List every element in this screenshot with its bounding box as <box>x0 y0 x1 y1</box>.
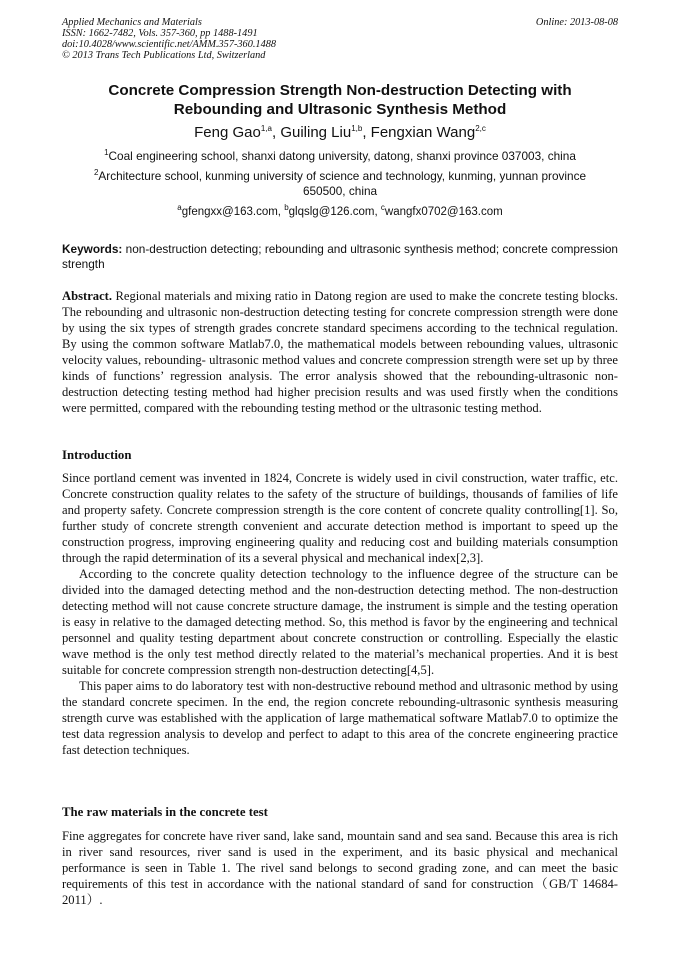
abstract <box>62 288 618 416</box>
author-name: Fengxian Wang <box>370 124 476 141</box>
author-separator: , <box>271 124 281 141</box>
title-line-1: Concrete Compression Strength Non-destruction Detecting with <box>108 82 572 99</box>
affiliation-mark: 2 <box>93 168 99 178</box>
affiliation-text: Coal engineering school, shanxi datong university, datong, shanxi province 037003, china <box>108 149 576 163</box>
affiliation-text: Architecture school, kunming university of science and technology, kunming, yunnan province 650500, china <box>98 169 587 198</box>
keywords <box>62 242 618 272</box>
journal-name: Applied Mechanics and Materials <box>62 17 202 28</box>
author-affiliation-mark: 1,b <box>351 124 363 133</box>
paragraph: Since portland cement was invented in 1824, Concrete is widely used in civil construction, water traffic, etc. Concrete construction quality relates to the safety of the structure of buildings, thousands of families of life and property safety. Concrete compression strength is the core content of concrete quality controlling[1]. So, further study of concrete strength convenient and accurate detection method is important to speed up the construction progress, improving engineering quality and reducing cost and building materials consumption through the rapid determination of its a several physical and mechanical index[2,3]. <box>62 471 618 565</box>
journal-header <box>62 17 618 61</box>
affiliation-2 <box>72 169 608 199</box>
affiliation-mark: 1 <box>104 148 109 158</box>
introduction-body <box>62 470 618 758</box>
doi-line: doi:10.4028/www.scientific.net/AMM.357-360.1488 <box>62 39 277 50</box>
author-separator: , <box>362 124 371 141</box>
issn-line: ISSN: 1662-7482, Vols. 357-360, pp 1488-1491 <box>62 28 258 39</box>
online-date: Online: 2013-08-08 <box>535 17 618 28</box>
introduction-heading: Introduction <box>62 448 132 462</box>
email-address: wangfx0702@163.com <box>384 206 503 218</box>
email-mark: a <box>177 203 182 213</box>
raw-materials-heading: The raw materials in the concrete test <box>62 805 268 819</box>
author-affiliation-mark: 2,c <box>475 124 486 133</box>
author-affiliation-mark: 1,a <box>260 124 272 133</box>
email-list <box>62 205 618 220</box>
title-line-2: Rebounding and Ultrasonic Synthesis Method <box>173 101 507 118</box>
author-name: Guiling Liu <box>280 124 352 141</box>
paper-title <box>62 81 618 119</box>
email-mark: c <box>380 203 385 213</box>
author-list <box>62 124 618 142</box>
keywords-text: non-destruction detecting; rebounding and ultrasonic synthesis method; concrete compression strength <box>62 242 618 271</box>
paragraph: Fine aggregates for concrete have river sand, lake sand, mountain sand and sea sand. Because this area is rich in river sand resources, river sand is used in the experiment, and its basic physical and mechanical performance is seen in Table 1. The rivel sand belongs to second grading zone, and can meet the basic requirements of this test in accordance with the national standard of sand for construction（GB/T 14684-2011）. <box>62 829 618 907</box>
affiliation-1 <box>62 149 618 164</box>
abstract-text: Regional materials and mixing ratio in Datong region are used to make the concrete testing blocks. The rebounding and ultrasonic non-destruction detecting testing for concrete compression strength were done by using the six types of strength grades concrete standard specimens according to the technical regulation. By using the common software Matlab7.0, the mathematical models between rebounding values, ultrasonic velocity values, rebounding- ultrasonic method values and concrete compression strength were set up by three kinds of functions’ regression analysis. The error analysis showed that the rebounding-ultrasonic non-destruction detecting testing method had higher precision results and was used firstly when the conditions were permitted, compared with the rebounding testing method or the ultrasonic testing method. <box>62 289 618 415</box>
email-address: gfengxx@163.com, <box>181 206 285 218</box>
abstract-label: Abstract. <box>62 289 113 303</box>
copyright-line: © 2013 Trans Tech Publications Ltd, Switzerland <box>62 50 266 61</box>
email-address: glqslg@126.com, <box>288 206 381 218</box>
paragraph: According to the concrete quality detection technology to the influence degree of the structure can be divided into the damaged detecting method and the non-destruction detecting method. The non-destruction detecting method will not cause concrete structure damage, the instrument is simple and the testing operation is easy in relative to the damaged detecting method. So, this method is favor by the engineering and technical personnel and quality testing department about concrete construction or controlling. Especially the elastic wave method is the only test method directly related to the material’s mechanical properties. And it is best suitable for concrete compression strength non-destruction detecting[4,5]. <box>62 567 618 677</box>
email-mark: b <box>284 203 289 213</box>
keywords-label: Keywords: <box>62 242 123 256</box>
paragraph: This paper aims to do laboratory test with non-destructive rebound method and ultrasonic method by using the standard concrete specimen. In the end, the region concrete rebounding-ultrasonic synthesis measuring strength curve was established with the application of large mathematical software Matlab7.0 to optimize the test data regression analysis to develop and perfect to adapt to this area of the concrete engineering practice fast detection techniques. <box>62 679 618 757</box>
author-name: Feng Gao <box>194 124 261 141</box>
raw-materials-body <box>62 828 618 908</box>
